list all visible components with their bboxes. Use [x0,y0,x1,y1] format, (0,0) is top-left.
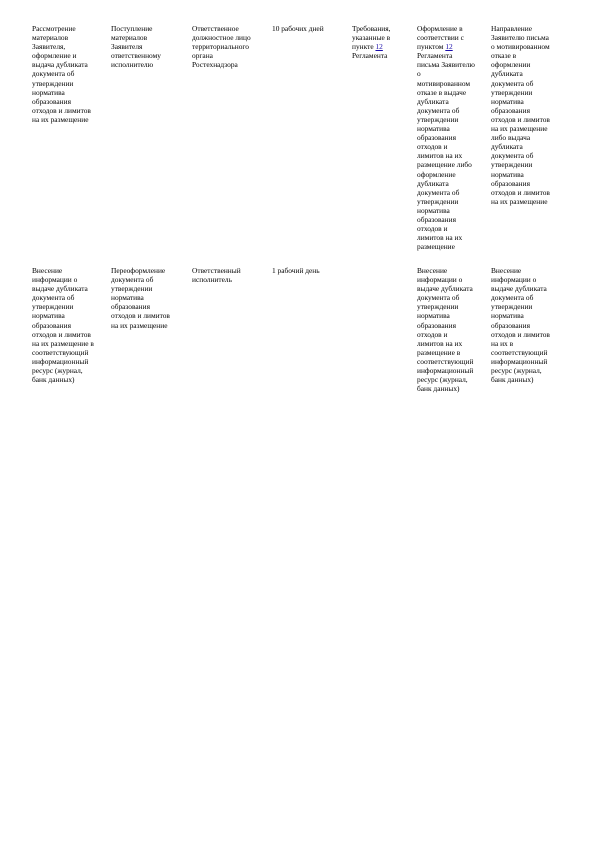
row2-responsible: Ответственный исполнитель [192,266,241,285]
row1-criteria [352,24,414,60]
row1-duration: 10 рабочих дней [272,24,324,33]
row2-result: Внесение информации о выдаче дубликата документа об утверждении норматива образования отходов и лимитов на их размещение в соответствующий информационный ресурс (журнал, банк данных) [417,266,474,394]
row2-fixation: Внесение информации о выдаче дубликата документа об утверждении норматива образования отходов и лимитов на их в соответствующий информационный ресурс (журнал, банк данных) [491,266,550,385]
row1-responsible: Ответственное должностное лицо территориального органа Ростехнадзора [192,24,251,70]
row1-result-text-a: Оформление в соответствии с пунктом [417,24,464,52]
row1-criteria-link[interactable]: 12 [375,42,383,52]
row2-duration: 1 рабочий день [272,266,320,275]
row1-result-link[interactable]: 12 [445,42,453,52]
row2-basis: Переоформление документа об утверждении норматива образования отходов и лимитов на их размещение [111,266,170,330]
row1-result-text-b: Регламента письма Заявителю о мотивированном отказе в выдаче дубликата документа об утверждении норматива образования отходов и лимитов на их размещение либо оформление дубликата документа об утверждении норматива образования отходов и лимитов на их размещение [417,51,475,252]
row1-result [417,24,489,251]
row1-procedure: Рассмотрение материалов Заявителя, оформление и выдача дубликата документа об утверждении норматива образования отходов и лимитов на их размещение [32,24,91,124]
row2-procedure: Внесение информации о выдаче дубликата документа об утверждении норматива образования отходов и лимитов на их размещение в соответствующий информационный ресурс (журнал, банк данных) [32,266,94,385]
row1-criteria-text-a: Требования, указанные в пункте [352,24,391,52]
row1-basis: Поступление материалов Заявителя ответственному исполнителю [111,24,161,70]
row1-criteria-text-b: Регламента [352,51,388,61]
row1-fixation: Направление Заявителю письма о мотивированном отказе в оформлении дубликата документа об утверждении норматива образования отходов и лимитов на их размещение либо выдача дубликата документа об утверждении норматива образования отходов и лимитов на их размещение [491,24,550,206]
